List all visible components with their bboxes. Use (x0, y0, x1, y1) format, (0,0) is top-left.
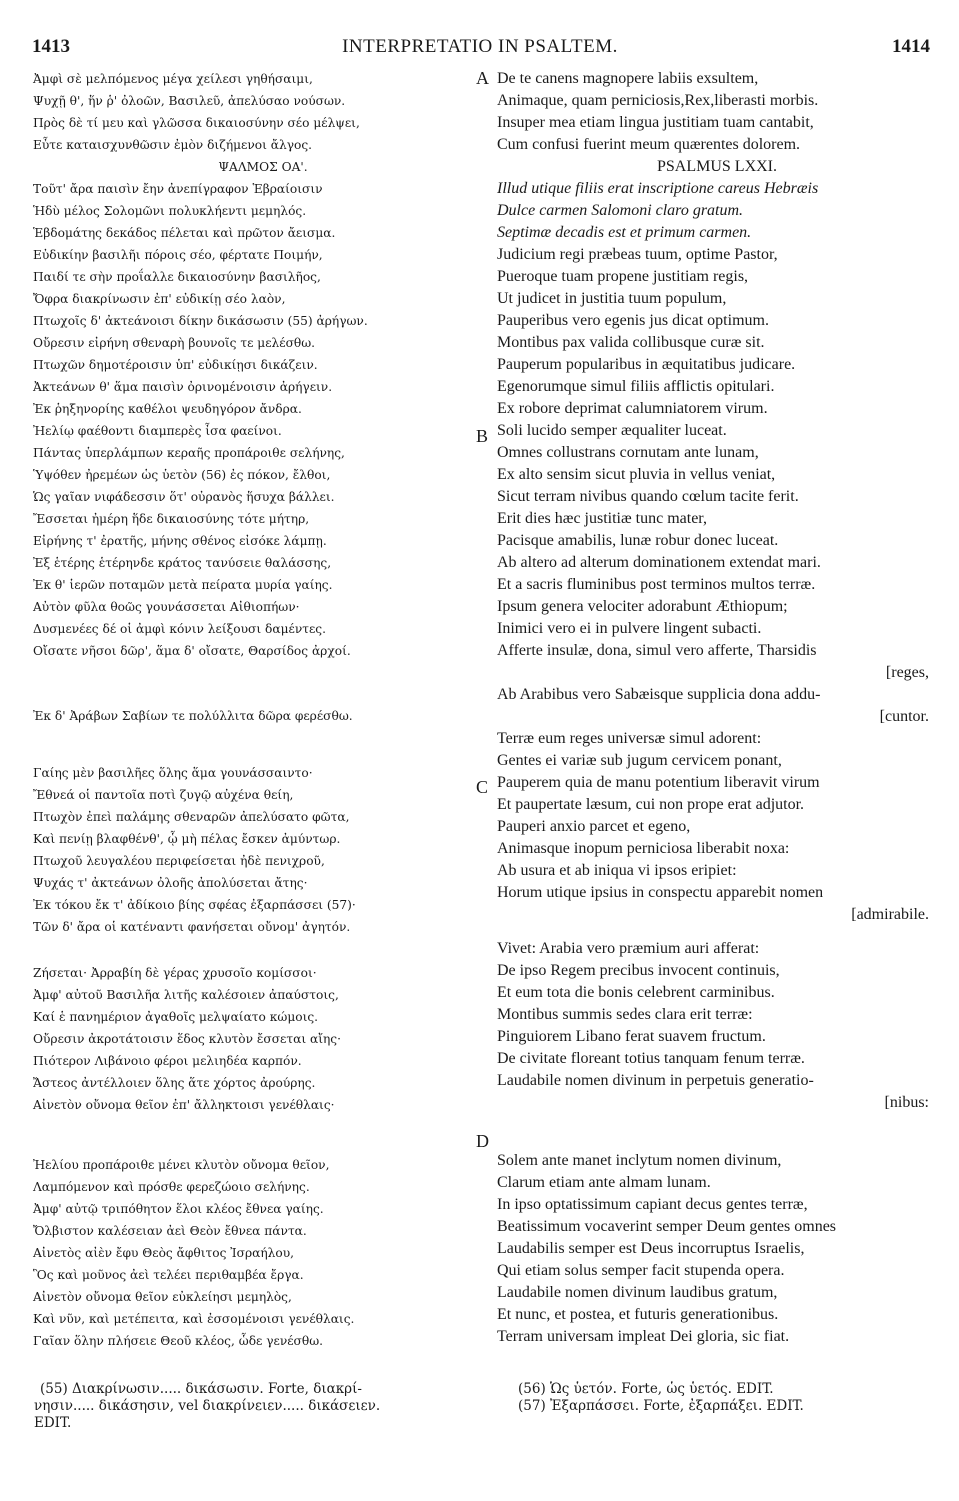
latin-line: Inimici vero ei in pulvere lingent subacti. (497, 620, 762, 637)
greek-line: Αἰνετὸν οὔνομα θεῖον εὐκλείησι μεμηλὸς, (33, 1290, 292, 1304)
greek-line: Εὖτε καταισχυνθῶσιν ἐμὸν διζήμενοι ἄλγος. (33, 138, 313, 152)
greek-line: Ἐκ ῥηξηνορίης καθέλοι ψευδηγόρον ἄνδρα. (33, 402, 302, 416)
latin-line: Egenorumque simul filiis afflictis opitulari. (497, 378, 775, 395)
greek-line: Πιότερον Λιβάνοιο φέροι μελιηδέα καρπόν. (33, 1054, 302, 1068)
greek-line: Ὄλβιστον καλέσειαν ἀεὶ Θεὸν ἔθνεα πάντα. (33, 1224, 307, 1238)
greek-line: Πρὸς δὲ τί μευ καὶ γλῶσσα δικαιοσύνην σέο μέλψει, (33, 116, 360, 130)
latin-line: Pauperem quia de manu potentium liberavit virum (497, 774, 820, 791)
greek-line: Οἴσατε νῆσοι δῶρ', ἅμα δ' οἴσατε, Θαρσίδος ἀρχοί. (33, 644, 351, 658)
latin-line: Pauperum popularibus in æquitatibus judicare. (497, 356, 796, 373)
latin-line: Laudabile nomen divinum laudibus gratum, (497, 1284, 778, 1301)
latin-line: Laudabilis semper est Deus incorruptus Israelis, (497, 1240, 805, 1257)
latin-line: Judicium regi præbeas tuum, optime Pastor, (497, 246, 778, 263)
greek-line: Πτωχὸν ἐπεὶ παλάμης σθεναρῶν ἀπελύσατο φῶτα, (33, 810, 350, 824)
greek-line: Ἀκτεάνων θ' ἅμα παισὶν ὀρινομένοισιν ἀρήγειν. (33, 380, 333, 394)
greek-line: Ἠελίῳ φαέθοντι διαμπερὲς ἶσα φαείνοι. (33, 424, 282, 438)
latin-line: Insuper mea etiam lingua justitiam tuam cantabit, (497, 114, 814, 131)
greek-psalm-heading: ΨΑΛΜΟΣ ΟΑ'. (218, 160, 308, 174)
greek-line: Ἀμφὶ σὲ μελπόμενος μέγα χείλεσι γηθήσαιμι, (33, 72, 313, 86)
footnote-line: (57) Ἐξαρπάσσει. Forte, ἐξαρπάξει. EDIT. (518, 1398, 804, 1414)
latin-line: Omnes collustrans cornutam ante lunam, (497, 444, 759, 461)
page-header (30, 36, 930, 60)
greek-line: Τοῦτ' ἄρα παισὶν ἔην ἀνεπίγραφον Ἑβραίοισιν (33, 182, 323, 196)
greek-line: Ἐκ τόκου ἔκ τ' ἀδίκοιο βίης σφέας ἐξαρπάσσει (57)· (33, 898, 356, 912)
greek-line: Ψυχάς τ' ἀκτεάνων ὀλοῆς ἀπολύσεται ἄτης· (33, 876, 308, 890)
margin-letter-c: C (476, 777, 489, 797)
latin-line: Sicut terram nivibus quando cœlum tacite ferit. (497, 488, 799, 505)
latin-column (497, 68, 937, 1358)
greek-line: Πάντας ὑπερλάμπων κεραῆς προπάροιθε σελήνης, (33, 446, 345, 460)
greek-line: Ἔσσεται ἠμέρη ἥδε δικαιοσύνης τότε μήτηρ, (33, 512, 310, 526)
greek-line: Ἑβδομάτης δεκάδος πέλεται καὶ πρῶτον ἄεισμα. (33, 226, 336, 240)
latin-line: Septimæ decadis est et primum carmen. (497, 224, 752, 241)
latin-line: Ex alto sensim sicut pluvia in vellus veniat, (497, 466, 776, 483)
latin-line: Erit dies hæc justitiæ tunc mater, (497, 510, 707, 527)
latin-line: Et nunc, et postea, et futuris generationibus. (497, 1306, 779, 1323)
latin-line: Terræ eum reges universæ simul adorent: (497, 730, 762, 747)
greek-line: Πτωχοῦ λευγαλέου περιφείσεται ἠδὲ πενιχροῦ, (33, 854, 325, 868)
latin-line: Pueroque tuam propene justitiam regis, (497, 268, 749, 285)
greek-line: Ἀμφ' αὐτοῦ Βασιλῆα λιτῆς καλέσοιεν ἀπαύστοις, (33, 988, 339, 1002)
latin-line: Animaque, quam perniciosis,Rex,liberasti morbis. (497, 92, 819, 109)
latin-continuation: [nibus: (884, 1094, 929, 1111)
greek-line: Καὶ νῦν, καὶ μετέπειτα, καὶ ἐσσομένοισι γενέθλαις. (33, 1312, 355, 1326)
greek-line: Ἐκ θ' ἱερῶν ποταμῶν μετὰ πείρατα μυρία γαίης. (33, 578, 333, 592)
greek-line: Ὃς καὶ μοῦνος ἀεὶ τελέει περιθαμβέα ἔργα. (33, 1268, 304, 1282)
greek-line: Ὑψόθεν ἠρεμέων ὡς ὑετὸν (56) ἐς πόκον, ἔλθοι, (33, 468, 331, 482)
greek-line: Ἠελίου προπάροιθε μένει κλυτὸν οὔνομα θεῖον, (33, 1158, 330, 1172)
latin-line: Et eum tota die bonis celebrent carminibus. (497, 984, 775, 1001)
greek-line: Γαῖαν ὅλην πλήσειε Θεοῦ κλέος, ὧδε γενέσθω. (33, 1334, 324, 1348)
latin-line: Cum confusi fuerint meum quærentes dolorem. (497, 136, 801, 153)
greek-line: Παιδί τε σὴν προΐαλλε δικαιοσύνην βασιλῆος, (33, 270, 321, 284)
latin-line: Soli lucido semper æqualiter luceat. (497, 422, 727, 439)
greek-column (33, 68, 493, 1348)
margin-letter-b: B (476, 426, 489, 446)
footnote-line: (56) Ὡς ὑετόν. Forte, ὡς ὑετός. EDIT. (518, 1381, 774, 1397)
greek-line: Ἐξ ἑτέρης ἑτέρηνδε κράτος τανύσειε θαλάσσης, (33, 556, 332, 570)
latin-line: Horum utique ipsius in conspectu apparebit nomen (497, 884, 824, 901)
latin-line: Ab usura et ab iniqua vi ipsos eripiet: (497, 862, 737, 879)
latin-line: Pacisque amabilis, lunæ robur donec luceat. (497, 532, 779, 549)
greek-line: Καὶ πενίῃ βλαφθένθ', ᾧ μὴ πέλας ἔσκεν ἀμύντωρ. (33, 832, 341, 846)
latin-line: Animasque inopum perniciosa liberabit noxa: (497, 840, 790, 857)
greek-line: Καί ἑ πανημέριον ἀγαθοῖς μελψαίατο κώμοις. (33, 1010, 319, 1024)
latin-line: In ipso optatissimum capiant decus gentes terræ, (497, 1196, 808, 1213)
latin-line: Pinguiorem Libano ferat suavem fructum. (497, 1028, 766, 1045)
footnote-line: EDIT. (34, 1415, 72, 1431)
greek-line: Ψυχῇ θ', ἥν ῥ' ὀλοῶν, Βασιλεῦ, ἀπελύσαο νούσων. (33, 94, 346, 108)
greek-line: Αἰνετὸς αἰὲν ἔφυ Θεὸς ἄφθιτος Ἰσραήλου, (33, 1246, 294, 1260)
latin-line: Illud utique filiis erat inscriptione careus Hebræis (497, 180, 819, 197)
footnote-line: (55) Διακρίνωσιν..... δικάσωσιν. Forte, διακρί- (40, 1381, 362, 1397)
latin-line: Montibus pax valida collibusque curæ sit. (497, 334, 765, 351)
latin-line: De te canens magnopere labiis exsultem, (497, 70, 759, 87)
latin-line: Solem ante manet inclytum nomen divinum, (497, 1152, 782, 1169)
greek-line: Ἡδὺ μέλος Σολομῶνι πολυκλήεντι μεμηλός. (33, 204, 307, 218)
latin-line: Gentes ei variæ sub jugum cervicem ponant, (497, 752, 782, 769)
latin-line: Terram universam impleat Dei gloria, sic fiat. (497, 1328, 790, 1345)
margin-letter-d: D (476, 1131, 489, 1151)
running-title: INTERPRETATIO IN PSALTEM. (342, 36, 618, 57)
greek-line: Οὔρεσιν εἰρήνη σθεναρὴ βουνοῖς τε μελέσθω. (33, 336, 316, 350)
latin-line: Dulce carmen Salomoni claro gratum. (497, 202, 744, 219)
latin-line: De civitate floreant totius tanquam fenum terræ. (497, 1050, 805, 1067)
greek-line: Τῶν δ' ἄρα οἱ κατέναντι φανήσεται οὔνομ' ἀγητόν. (33, 920, 351, 934)
greek-line: Ὡς γαῖαν νιφάδεσσιν ὅτ' οὐρανὸς ἥσυχα βάλλει. (33, 490, 335, 504)
greek-line: Ζήσεται· Ἀρραβίη δὲ γέρας χρυσοῖο κομίσσοι· (33, 966, 317, 980)
latin-continuation: [admirabile. (851, 906, 929, 923)
greek-line: Γαίης μὲν βασιλῆες ὅλης ἅμα γουνάσσαιντο· (33, 766, 313, 780)
latin-line: Et paupertate læsum, cui non prope erat adjutor. (497, 796, 805, 813)
greek-line: Αὐτὸν φῦλα θοῶς γουνάσσεται Αἰθιοπήων· (33, 600, 300, 614)
greek-line: Αἰνετὸν οὔνομα θεῖον ἐπ' ἄλληκτοισι γενέθλαις· (33, 1098, 335, 1112)
greek-line: Δυσμενέες δέ οἱ ἀμφὶ κόνιν λείξουσι δαμέντες. (33, 622, 326, 636)
latin-line: Beatissimum vocaverint semper Deum gentes omnes (497, 1218, 837, 1235)
latin-line: Vivet: Arabia vero præmium auri afferat: (497, 940, 760, 957)
latin-line: Ab altero ad alterum dominationem extendat mari. (497, 554, 821, 571)
greek-line: Λαμπόμενον καὶ πρόσθε φερεζώοιο σελήνης. (33, 1180, 310, 1194)
latin-line: Ipsum genera velociter adorabunt Æthiopum; (497, 598, 788, 615)
latin-line: Qui etiam solus semper facit stupenda opera. (497, 1262, 785, 1279)
greek-line: Ὄφρα διακρίνωσιν ἐπ' εὐδικίῃ σέο λαὸν, (33, 292, 286, 306)
left-page-number: 1413 (32, 36, 70, 57)
greek-line: Εὐδικίην βασιλῆι πόροις σέο, φέρτατε Ποιμήν, (33, 248, 323, 262)
latin-line: Laudabile nomen divinum in perpetuis generatio- (497, 1072, 814, 1089)
latin-line: Pauperibus vero egenis jus dicat optimum. (497, 312, 769, 329)
latin-line: Ut judicet in justitia tuum populum, (497, 290, 727, 307)
latin-line: Et a sacris fluminibus post terminos multos terræ. (497, 576, 816, 593)
latin-line: Montibus summis sedes clara erit terræ: (497, 1006, 753, 1023)
greek-line: Ἄστεος ἀντέλλοιεν ὅλης ἅτε χόρτος ἀρούρης. (33, 1076, 316, 1090)
margin-letter-a: A (476, 68, 489, 88)
greek-line: Πτωχῶν δημοτέροισιν ὑπ' εὐδικίῃσι δικάζειν. (33, 358, 318, 372)
greek-line: Εἰρήνης τ' ἐρατῆς, μήνης σθένος εἰσόκε λάμπῃ. (33, 534, 327, 548)
latin-line: Clarum etiam ante almam lunam. (497, 1174, 711, 1191)
greek-line: Ἔθνεά οἱ παντοῖα ποτὶ ζυγῷ αὐχένα θείη, (33, 788, 294, 802)
greek-line: Οὔρεσιν ἀκροτάτοισιν ἕδος κλυτὸν ἔσσεται αἴης· (33, 1032, 341, 1046)
footnote-line: νησιν..... δικάσησιν, vel διακρίνειεν..... δικάσειεν. (34, 1398, 381, 1414)
latin-continuation: [reges, (885, 664, 929, 681)
greek-line: Ἐκ δ' Ἀράβων Σαβίων τε πολύλλιτα δῶρα φερέσθω. (33, 709, 353, 723)
latin-line: De ipso Regem precibus invocent continuis, (497, 962, 780, 979)
greek-line: Πτωχοῖς δ' ἀκτεάνοισι δίκην δικάσωσιν (55) ἀρήγων. (33, 314, 368, 328)
right-page-number: 1414 (892, 36, 930, 57)
footnotes-right (518, 1381, 938, 1421)
latin-line: Afferte insulæ, dona, simul vero afferte, Tharsidis (497, 642, 817, 659)
latin-line: Ab Arabibus vero Sabæisque supplicia dona addu- (497, 686, 821, 703)
latin-continuation: [cuntor. (879, 708, 929, 725)
footnotes-left (34, 1381, 480, 1441)
latin-psalm-heading: PSALMUS LXXI. (656, 158, 777, 175)
latin-line: Ex robore deprimat calumniatorem virum. (497, 400, 768, 417)
greek-line: Ἀμφ' αὐτῷ τριπόθητον ἕλοι κλέος ἔθνεα γαίης. (33, 1202, 324, 1216)
latin-line: Pauperi anxio parcet et egeno, (497, 818, 691, 835)
